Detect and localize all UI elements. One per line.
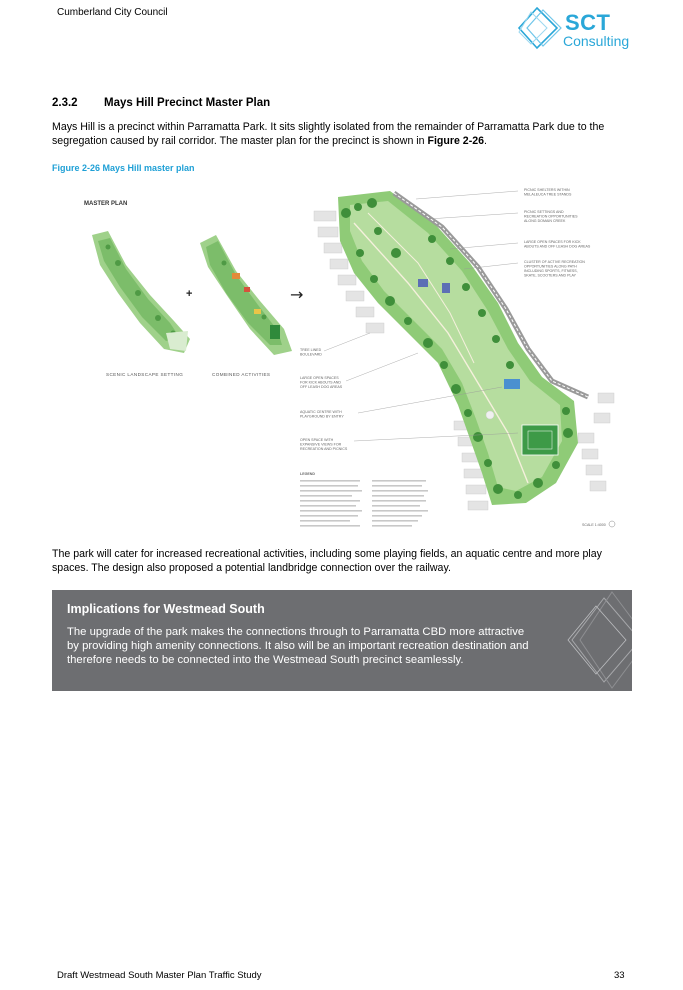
plus-sign: + xyxy=(186,288,193,300)
svg-text:PICNIC SHELTERS WITHINMELALEUC: PICNIC SHELTERS WITHIN MELALEUCA TREE STANDS xyxy=(524,188,572,197)
svg-text:AQUATIC CENTRE WITHPLAYGROUND: AQUATIC CENTRE WITH PLAYGROUND BY ENTRY xyxy=(300,410,344,419)
intro-end: . xyxy=(484,134,487,147)
callout-body: The upgrade of the park makes the connections through to Parramatta CBD more attractive by providing high amenity connections. It also will be an important recreation destination and therefore needs to be connected into the Westmead South precinct seamlessly. xyxy=(67,626,529,666)
page-number: 33 xyxy=(614,970,625,981)
intro-text: Mays Hill is a precinct within Parramatta Park. It sits slightly isolated from the remainder of Parramatta Park due to the segregation caused by rail corridor. The master plan for the precinct is shown in xyxy=(52,121,605,147)
logo-text-main: SCT xyxy=(565,10,611,35)
intro-paragraph xyxy=(52,121,627,148)
master-plan-figure xyxy=(78,183,634,538)
figure-reference: Figure 2-26 xyxy=(427,134,485,147)
svg-text:PICNIC SETTINGS ANDRECREATION: PICNIC SETTINGS AND RECREATION OPPORTUNITIES ALONG DOMAIN CREEK xyxy=(524,210,578,223)
implications-callout xyxy=(52,590,632,691)
svg-text:LARGE OPEN SPACES FOR KICKABOU: LARGE OPEN SPACES FOR KICK ABOUTS AND OFF LEASH DOG AREAS xyxy=(524,240,591,249)
footer-title: Draft Westmead South Master Plan Traffic Study xyxy=(57,970,262,981)
svg-text:LARGE OPEN SPACESFOR KICK ABOU: LARGE OPEN SPACES FOR KICK ABOUTS AND OFF LEASH DOG AREAS xyxy=(300,376,343,389)
figure-caption: Figure 2-26 Mays Hill master plan xyxy=(52,163,195,173)
label-scenic-landscape: SCENIC LANDSCAPE SETTING xyxy=(106,372,184,377)
svg-text:LEGEND: LEGEND xyxy=(300,472,315,476)
label-combined-activities: COMBINED ACTIVITIES xyxy=(212,372,271,377)
logo-text-sub: Consulting xyxy=(563,33,630,49)
section-number: 2.3.2 xyxy=(52,97,78,109)
callout-diamond-icon xyxy=(560,590,632,691)
aquatic-centre xyxy=(504,379,520,389)
figure-title: MASTER PLAN xyxy=(84,201,128,207)
section-title: Mays Hill Precinct Master Plan xyxy=(104,97,271,109)
sct-logo xyxy=(517,6,635,52)
hardcourt-feature xyxy=(418,279,428,287)
diamond-logo-icon xyxy=(517,6,567,52)
arrow-right-icon: → xyxy=(290,285,304,304)
callout-title: Implications for Westmead South xyxy=(67,602,265,616)
master-plan-image xyxy=(78,183,634,538)
header-organization: Cumberland City Council xyxy=(57,7,168,18)
playing-field xyxy=(522,425,558,455)
svg-text:CLUSTER OF ACTIVE RECREATIONOP: CLUSTER OF ACTIVE RECREATION OPPORTUNITIES ALONG PATH INCLUDING SPORTS, FITNESS, SKATE, SCOOTERS AND PLAY xyxy=(524,260,585,278)
svg-text:TREE LINEDBOULEVARD: TREE LINED BOULEVARD xyxy=(300,348,322,357)
svg-text:OPEN SPACE WITHEXPANSIVE VIEWS: OPEN SPACE WITH EXPANSIVE VIEWS FOR RECREATION AND PICNICS xyxy=(300,438,348,451)
section-heading xyxy=(52,97,270,109)
scale-label: SCALE 1:4000 xyxy=(582,523,606,527)
body-paragraph: The park will cater for increased recreational activities, including some playing fields, an aquatic centre and more play spaces. The design also proposed a potential landbridge connection over the railway. xyxy=(52,548,602,574)
